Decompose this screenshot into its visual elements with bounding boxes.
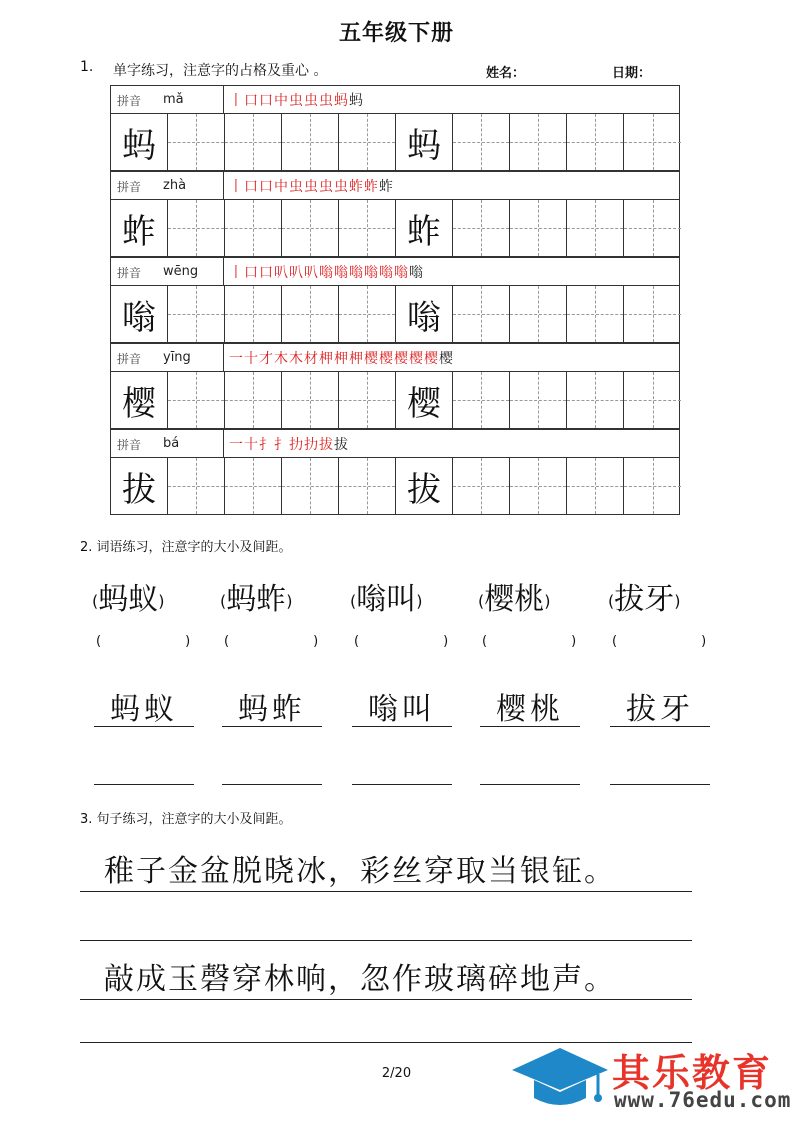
pinyin-value: mǎ — [163, 92, 184, 107]
writing-cell[interactable] — [168, 114, 225, 170]
blank-writing-line — [80, 940, 692, 941]
writing-cell[interactable] — [282, 372, 339, 428]
stroke-step: 扐 — [304, 437, 319, 453]
writing-cell[interactable] — [510, 372, 567, 428]
word-text: 樱桃 — [484, 582, 545, 617]
character-row — [110, 285, 680, 343]
pinyin-row — [110, 257, 680, 285]
character-practice-grid — [110, 85, 680, 515]
graduation-cap-icon — [510, 1046, 610, 1116]
sentence-line-1: 稚子金盆脱晓冰，彩丝穿取当银钲。 — [80, 846, 692, 892]
writing-cell[interactable] — [453, 114, 510, 170]
stroke-step: 蚂 — [334, 93, 349, 109]
stroke-step: 嗡 — [379, 265, 394, 281]
stroke-step: 口 — [244, 93, 259, 109]
writing-cell[interactable] — [396, 372, 453, 428]
writing-cell[interactable] — [624, 372, 681, 428]
writing-cell[interactable] — [396, 286, 453, 342]
stroke-step: 十 — [244, 437, 259, 453]
word-writing-line[interactable] — [222, 784, 322, 785]
word-writing-line[interactable] — [480, 784, 580, 785]
date-label: 日期： — [612, 66, 652, 81]
trace-character: 蚱 — [407, 211, 441, 252]
blank-writing-line — [80, 1042, 692, 1043]
writing-cell[interactable] — [510, 286, 567, 342]
stroke-step: 虫 — [319, 179, 334, 195]
stroke-step: 一 — [229, 437, 244, 453]
stroke-step: 樱 — [439, 351, 454, 367]
writing-cell[interactable] — [168, 286, 225, 342]
stroke-step: 蚂 — [349, 93, 364, 109]
word-writing-line[interactable] — [610, 784, 710, 785]
stroke-step: 一 — [229, 351, 244, 367]
stroke-step: 丨 — [229, 265, 244, 281]
stroke-step: 木 — [274, 351, 289, 367]
pinyin-blank-paren[interactable]: ( ) — [96, 634, 191, 649]
stroke-step: 蚱 — [349, 179, 364, 195]
stroke-step: 樱 — [364, 351, 379, 367]
stroke-step: 虫 — [319, 93, 334, 109]
stroke-order — [229, 348, 454, 368]
pinyin-blank-paren[interactable]: ( ) — [482, 634, 577, 649]
writing-cell[interactable] — [282, 458, 339, 514]
pinyin-value: yīng — [163, 350, 191, 365]
writing-cell[interactable] — [339, 200, 396, 256]
word-with-paren: (蚂蚱) — [220, 582, 293, 617]
stroke-step: 叭 — [274, 265, 289, 281]
stroke-step: 虫 — [304, 179, 319, 195]
writing-cell[interactable] — [111, 200, 168, 256]
stroke-step: 口 — [259, 179, 274, 195]
trace-character: 拔 — [407, 469, 441, 510]
writing-cell[interactable] — [168, 458, 225, 514]
stroke-step: 嗡 — [334, 265, 349, 281]
word-tracing-line: 拔牙 — [610, 684, 710, 727]
writing-cell[interactable] — [396, 458, 453, 514]
stroke-step: 虫 — [304, 93, 319, 109]
pinyin-label: 拼音 — [117, 266, 142, 280]
section1-number: 1. — [80, 59, 94, 75]
stroke-step: 蚱 — [364, 179, 379, 195]
writing-cell[interactable] — [225, 372, 282, 428]
stroke-step: 樱 — [394, 351, 409, 367]
stroke-step: 樱 — [424, 351, 439, 367]
model-character: 蚂 — [122, 125, 156, 166]
pinyin-label: 拼音 — [117, 180, 142, 194]
writing-cell[interactable] — [453, 200, 510, 256]
word-writing-line[interactable] — [352, 784, 452, 785]
trace-character: 蚂 — [407, 125, 441, 166]
stroke-step: 蚱 — [379, 179, 394, 195]
writing-cell[interactable] — [396, 200, 453, 256]
trace-character: 樱 — [407, 383, 441, 424]
writing-cell[interactable] — [624, 114, 681, 170]
pinyin-row — [110, 85, 680, 113]
writing-cell[interactable] — [168, 372, 225, 428]
writing-cell[interactable] — [567, 458, 624, 514]
pinyin-row — [110, 171, 680, 199]
character-row — [110, 199, 680, 257]
writing-cell[interactable] — [453, 458, 510, 514]
writing-cell[interactable] — [567, 114, 624, 170]
stroke-step: 十 — [244, 351, 259, 367]
model-character: 拔 — [122, 469, 156, 510]
writing-cell[interactable] — [282, 114, 339, 170]
writing-cell[interactable] — [282, 286, 339, 342]
stroke-step: 虫 — [289, 179, 304, 195]
pinyin-label: 拼音 — [117, 352, 142, 366]
writing-cell[interactable] — [339, 458, 396, 514]
stroke-step: 嗡 — [409, 265, 424, 281]
stroke-step: 口 — [259, 93, 274, 109]
stroke-step: 樱 — [379, 351, 394, 367]
stroke-order — [229, 90, 364, 110]
stroke-step: 嗡 — [394, 265, 409, 281]
stroke-step: 叭 — [289, 265, 304, 281]
writing-cell[interactable] — [624, 458, 681, 514]
writing-cell[interactable] — [339, 114, 396, 170]
writing-cell[interactable] — [111, 458, 168, 514]
writing-cell[interactable] — [510, 200, 567, 256]
stroke-step: 木 — [289, 351, 304, 367]
stroke-order — [229, 262, 424, 282]
stroke-step: 叭 — [304, 265, 319, 281]
logo-url: www.76edu.com — [614, 1088, 792, 1112]
writing-cell[interactable] — [510, 114, 567, 170]
stroke-step: 柙 — [349, 351, 364, 367]
section1-instruction: 单字练习，注意字的占格及重心 。 — [113, 63, 328, 79]
stroke-step: 中 — [274, 179, 289, 195]
stroke-step: 虫 — [289, 93, 304, 109]
word-text: 拔牙 — [614, 582, 675, 617]
model-character: 嗡 — [122, 297, 156, 338]
writing-cell[interactable] — [225, 286, 282, 342]
stroke-order — [229, 434, 349, 454]
sentence-line-2: 敲成玉磬穿林响，忽作玻璃碎地声。 — [80, 954, 692, 1000]
trace-character: 嗡 — [407, 297, 441, 338]
pinyin-row — [110, 343, 680, 371]
word-tracing-line: 樱桃 — [480, 684, 580, 727]
model-character: 蚱 — [122, 211, 156, 252]
word-tracing-line: 蚂蚁 — [94, 684, 194, 727]
stroke-step: 嗡 — [349, 265, 364, 281]
pinyin-row — [110, 429, 680, 457]
stroke-step: 丨 — [229, 179, 244, 195]
word-text: 蚂蚱 — [226, 582, 287, 617]
writing-cell[interactable] — [567, 286, 624, 342]
stroke-step: 口 — [244, 265, 259, 281]
pinyin-blank-paren[interactable]: ( ) — [224, 634, 319, 649]
stroke-step: 柙 — [319, 351, 334, 367]
writing-cell[interactable] — [453, 286, 510, 342]
writing-cell[interactable] — [225, 458, 282, 514]
writing-cell[interactable] — [111, 372, 168, 428]
stroke-step: 口 — [259, 265, 274, 281]
stroke-step: 中 — [274, 93, 289, 109]
writing-cell[interactable] — [510, 458, 567, 514]
stroke-order — [229, 176, 394, 196]
page-title: 五年级下册 — [338, 21, 454, 46]
stroke-step: 扌 — [274, 437, 289, 453]
writing-cell[interactable] — [111, 286, 168, 342]
character-row — [110, 371, 680, 429]
writing-cell[interactable] — [339, 286, 396, 342]
word-tracing-line: 嗡叫 — [352, 684, 452, 727]
writing-cell[interactable] — [225, 200, 282, 256]
pinyin-value: zhà — [163, 178, 187, 193]
stroke-step: 樱 — [409, 351, 424, 367]
stroke-step: 才 — [259, 351, 274, 367]
writing-cell[interactable] — [168, 200, 225, 256]
pinyin-value: bá — [163, 436, 180, 451]
writing-cell[interactable] — [567, 200, 624, 256]
stroke-step: 扌 — [259, 437, 274, 453]
pinyin-label: 拼音 — [117, 438, 142, 452]
writing-cell[interactable] — [339, 372, 396, 428]
section3-instruction: 3. 句子练习，注意字的大小及间距。 — [80, 812, 292, 827]
pinyin-blank-paren[interactable]: ( ) — [612, 634, 707, 649]
word-with-paren: (嗡叫) — [350, 582, 423, 617]
character-row — [110, 457, 680, 515]
writing-cell[interactable] — [624, 200, 681, 256]
stroke-step: 虫 — [334, 179, 349, 195]
writing-cell[interactable] — [567, 372, 624, 428]
stroke-step: 扐 — [289, 437, 304, 453]
writing-cell[interactable] — [624, 286, 681, 342]
word-with-paren: (拔牙) — [608, 582, 681, 617]
stroke-step: 柙 — [334, 351, 349, 367]
pinyin-blank-paren[interactable]: ( ) — [354, 634, 449, 649]
word-text: 蚂蚁 — [98, 582, 159, 617]
model-character: 樱 — [122, 383, 156, 424]
word-writing-line[interactable] — [94, 784, 194, 785]
word-text: 嗡叫 — [356, 582, 417, 617]
word-with-paren: (蚂蚁) — [92, 582, 165, 617]
page-number: 2/20 — [381, 1066, 412, 1081]
stroke-step: 嗡 — [319, 265, 334, 281]
pinyin-value: wēng — [163, 264, 199, 279]
stroke-step: 嗡 — [364, 265, 379, 281]
writing-cell[interactable] — [282, 200, 339, 256]
pinyin-label: 拼音 — [117, 94, 142, 108]
stroke-step: 丨 — [229, 93, 244, 109]
word-with-paren: (樱桃) — [478, 582, 551, 617]
stroke-step: 拔 — [334, 437, 349, 453]
writing-cell[interactable] — [396, 114, 453, 170]
writing-cell[interactable] — [225, 114, 282, 170]
logo-name: 其乐教育 — [612, 1051, 773, 1095]
writing-cell[interactable] — [111, 114, 168, 170]
stroke-step: 拔 — [319, 437, 334, 453]
word-tracing-line: 蚂蚱 — [222, 684, 322, 727]
section2-instruction: 2. 词语练习，注意字的大小及间距。 — [80, 540, 292, 555]
writing-cell[interactable] — [453, 372, 510, 428]
character-row — [110, 113, 680, 171]
stroke-step: 材 — [304, 351, 319, 367]
name-label: 姓名： — [486, 66, 526, 81]
stroke-step: 口 — [244, 179, 259, 195]
